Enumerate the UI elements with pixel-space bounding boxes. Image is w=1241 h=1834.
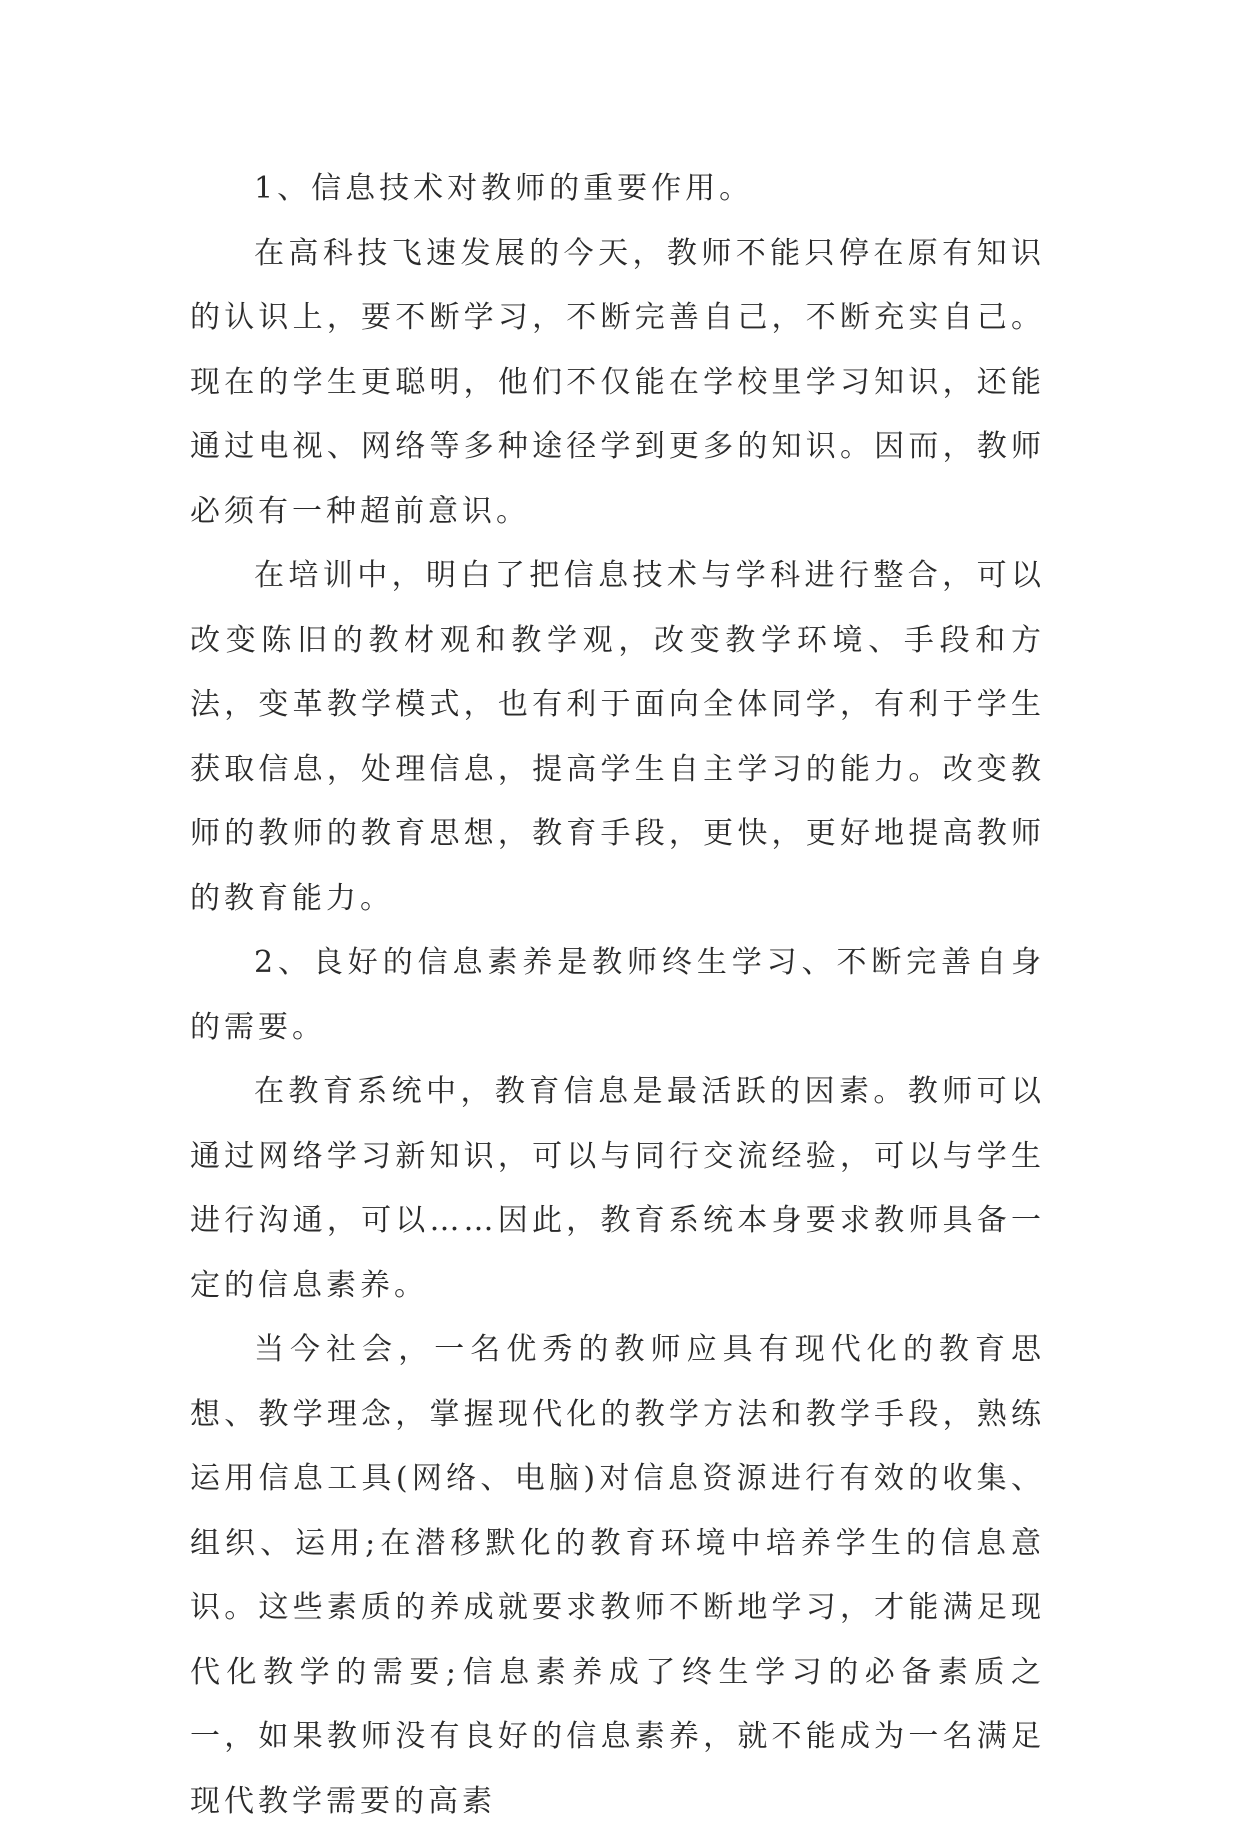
paragraph: 在高科技飞速发展的今天，教师不能只停在原有知识的认识上，要不断学习，不断完善自己，不断充实自己。现在的学生更聪明，他们不仅能在学校里学习知识，还能通过电视、网络等多种途径学到更多的知识。因而，教师必须有一种超前意识。 <box>190 235 1045 529</box>
section-heading-2: 2、良好的信息素养是教师终生学习、不断完善自身的需要。 <box>190 945 1045 1045</box>
paragraph: 在培训中，明白了把信息技术与学科进行整合，可以改变陈旧的教材观和教学观，改变教学环境、手段和方法，变革教学模式，也有利于面向全体同学，有利于学生获取信息，处理信息，提高学生自主学习的能力。改变教师的教师的教育思想，教育手段，更快，更好地提高教师的教育能力。 <box>190 558 1045 916</box>
document-body <box>190 157 1045 1834</box>
section-heading-1: 1、信息技术对教师的重要作用。 <box>254 171 754 206</box>
paragraph: 当今社会，一名优秀的教师应具有现代化的教育思想、教学理念，掌握现代化的教学方法和教学手段，熟练运用信息工具(网络、电脑)对信息资源进行有效的收集、组织、运用;在潜移默化的教育环境中培养学生的信息意识。这些素质的养成就要求教师不断地学习，才能满足现代化教学的需要;信息素养成了终生学习的必备素质之一，如果教师没有良好的信息素养，就不能成为一名满足现代教学需要的高素 <box>190 1332 1045 1819</box>
paragraph: 在教育系统中，教育信息是最活跃的因素。教师可以通过网络学习新知识，可以与同行交流经验，可以与学生进行沟通，可以……因此，教育系统本身要求教师具备一定的信息素养。 <box>190 1074 1045 1303</box>
